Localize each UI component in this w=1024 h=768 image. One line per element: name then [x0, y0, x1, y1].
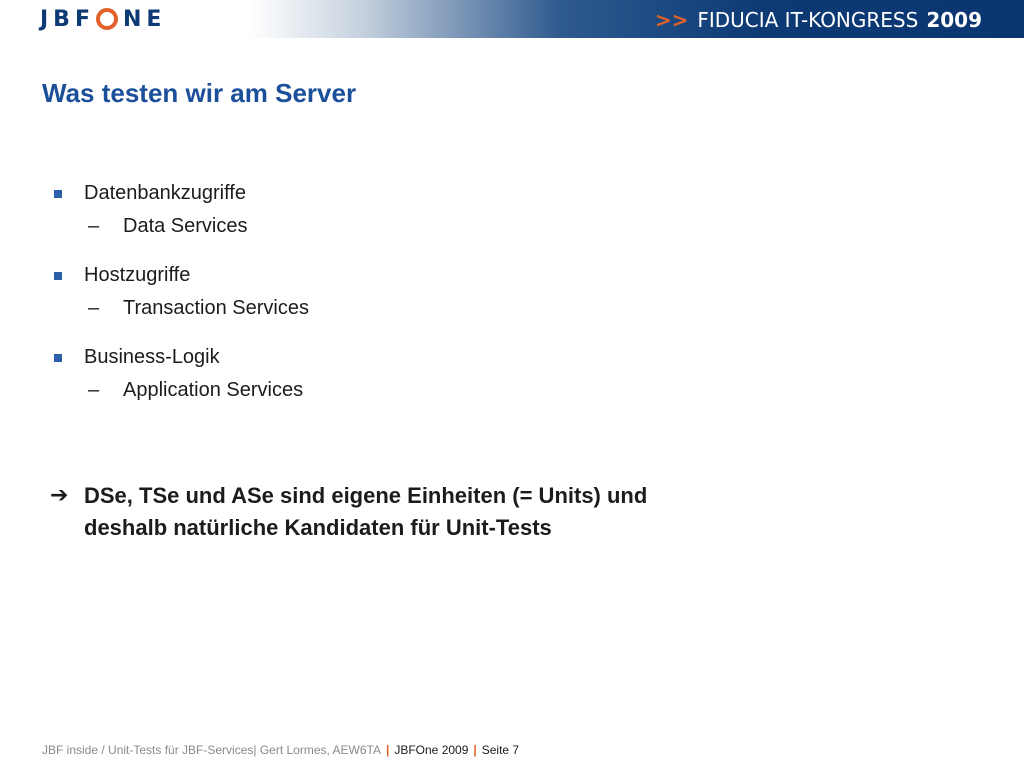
sub-bullet-dash: – [88, 215, 100, 237]
bullet-square-icon [54, 272, 62, 280]
footer-separator: | [385, 743, 390, 757]
right-arrow-icon: ➔ [50, 483, 69, 508]
bullet-item [54, 346, 220, 369]
bullet-item [54, 264, 190, 287]
footer-separator: | [473, 743, 477, 757]
bullet-item [54, 182, 246, 205]
sub-bullet-label: Application Services [123, 379, 304, 401]
sub-bullet-label: Transaction Services [123, 297, 309, 319]
sub-bullet-item [88, 215, 248, 238]
sub-bullet-dash: – [88, 297, 100, 319]
conclusion-text [84, 480, 647, 544]
event-chevron: >> [654, 8, 689, 32]
bullet-label: Hostzugriffe [84, 264, 191, 286]
conclusion [50, 480, 810, 544]
bullet-label: Datenbankzugriffe [84, 182, 246, 204]
footer [42, 743, 519, 757]
footer-left-text: JBF inside / Unit-Tests für JBF-Services| Gert Lormes, AEW6TA [42, 743, 381, 757]
bullet-label: Business-Logik [84, 346, 220, 368]
event-name: FIDUCIA IT-KONGRESS [697, 8, 919, 32]
conclusion-line-1: DSe, TSe und ASe sind eigene Einheiten (= Units) und [84, 483, 648, 508]
logo-prefix: JBF [40, 6, 95, 32]
sub-bullet-item [88, 379, 303, 402]
footer-page-number: Seite 7 [481, 743, 520, 757]
footer-product: JBFOne 2009 [394, 743, 469, 757]
sub-bullet-item [88, 297, 309, 320]
bullet-square-icon [54, 354, 62, 362]
conclusion-line-2: deshalb natürliche Kandidaten für Unit-Tests [84, 515, 552, 540]
sub-bullet-dash: – [88, 379, 100, 401]
event-year: 2009 [926, 8, 982, 32]
bullet-square-icon [54, 190, 62, 198]
sub-bullet-label: Data Services [123, 215, 248, 237]
logo-suffix: NE [122, 6, 167, 32]
slide-title: Was testen wir am Server [42, 78, 357, 108]
